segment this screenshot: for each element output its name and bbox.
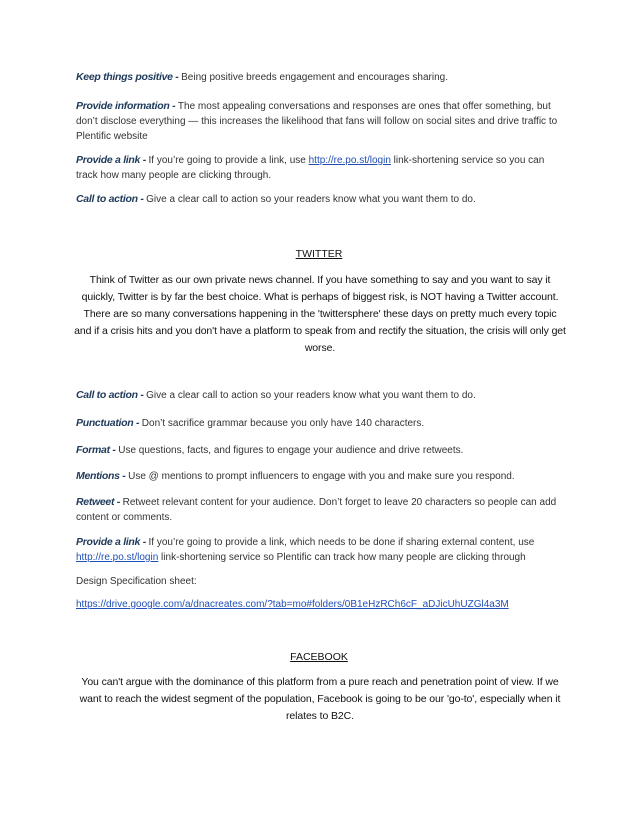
tip-text: The most appealing conversations and responses are ones that offer something, but don’t disclose everything — this increases the likelihood that fans will follow on social sites and drive traffic to Plentific website (76, 101, 558, 142)
tip-text: Don’t sacrifice grammar because you only have 140 characters. (141, 418, 425, 429)
tip-lead: Provide information - (76, 100, 178, 112)
repost-link[interactable]: http://re.po.st/login (308, 155, 391, 166)
twitter-tip-retweet (76, 495, 566, 525)
twitter-tip-mentions (76, 469, 566, 484)
tip-lead: Keep things positive - (76, 71, 182, 83)
tip-lead: Format - (76, 444, 119, 456)
twitter-tip-format (76, 443, 566, 458)
twitter-tip-call-to-action (76, 388, 566, 403)
tip-lead: Retweet - (76, 496, 123, 508)
tip-text: link-shortening service so you can track how many people are clicking through. (76, 155, 545, 181)
tip-text: Being positive breeds engagement and encourages sharing. (181, 72, 448, 83)
tip-text: Give a clear call to action so your readers know what you want them to do. (146, 390, 476, 401)
tip-lead: Punctuation - (76, 417, 142, 429)
tip-text: If you’re going to provide a link, use (148, 155, 309, 166)
tip-text: If you’re going to provide a link, which needs to be done if sharing external content, use (148, 537, 535, 548)
tip-text: link-shortening service so Plentific can track how many people are clicking through (158, 552, 526, 563)
twitter-body: Think of Twitter as our own private news channel. If you have something to say and you want to say it quickly, Twitter is by far the best choice. What is perhaps of biggest risk, is NOT having a Twitter account. There are so many conversations happening in the 'twittersphere' these days on pretty much every topic and if a crisis hits and you don't have a platform to speak from and rectify the situation, the crisis will only get worse. (74, 274, 566, 354)
tip-lead: Call to action - (76, 193, 147, 205)
tip-lead: Mentions - (76, 470, 129, 482)
facebook-body: You can't argue with the dominance of this platform from a pure reach and penetration point of view. If we want to reach the widest segment of the population, Facebook is going to be our 'go-to', especially when it relates to B2C. (79, 676, 561, 722)
tip-lead: Provide a link - (76, 536, 149, 548)
repost-link[interactable]: http://re.po.st/login (76, 552, 159, 563)
tip-keep-positive (76, 70, 566, 85)
tip-text: Give a clear call to action so your readers know what you want them to do. (146, 194, 476, 205)
facebook-heading: FACEBOOK (290, 651, 348, 663)
tip-provide-information (76, 99, 566, 144)
tip-text: Use questions, facts, and figures to engage your audience and drive retweets. (118, 445, 464, 456)
twitter-tip-punctuation (76, 416, 566, 431)
tip-call-to-action (76, 192, 566, 207)
tip-provide-link (76, 153, 566, 183)
twitter-heading: TWITTER (295, 248, 343, 260)
tip-lead: Call to action - (76, 389, 147, 401)
tip-text: Retweet relevant content for your audience. Don’t forget to leave 20 characters so people can add content or comments. (76, 497, 557, 523)
design-spec-link-line (76, 597, 566, 612)
design-spec-link[interactable]: https://drive.google.com/a/dnacreates.com/?tab=mo#folders/0B1eHzRCh6cF_aDJicUhUZGl4a3M (76, 599, 509, 610)
twitter-tip-provide-link (76, 535, 566, 565)
design-spec-label: Design Specification sheet: (76, 576, 197, 587)
tip-lead: Provide a link - (76, 154, 149, 166)
tip-text: Use @ mentions to prompt influencers to engage with you and make sure you respond. (128, 471, 515, 482)
